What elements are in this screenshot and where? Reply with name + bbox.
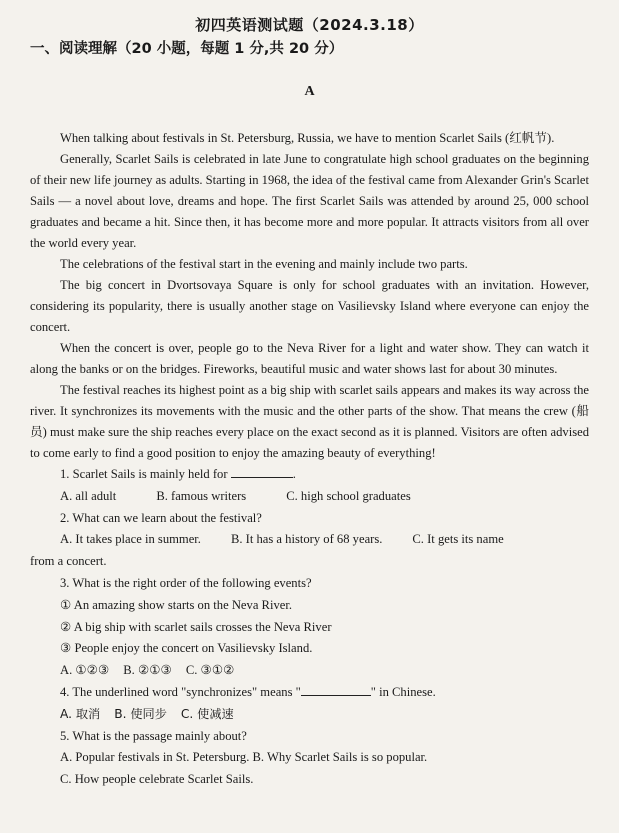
question-1-text: 1. Scarlet Sails is mainly held for [60, 467, 228, 481]
passage-paragraph-3: The celebrations of the festival start in the evening and mainly include two parts. [60, 257, 468, 271]
option-b: B. ②①③ [123, 663, 172, 678]
passage-label: A [304, 84, 315, 99]
option-c-continued: from a concert. [30, 554, 107, 569]
option-a: A. It takes place in summer. [60, 532, 201, 547]
option-a: A. ①②③ [60, 663, 110, 678]
passage-paragraph-6: The festival reaches its highest point as a big ship with scarlet sails appears and makes its way across the river. It synchronizes its movements with the music and the other parts of the show. That means the crew (船员) must make sure the ship reaches every place on the exact second as it is planned. Visitors are often advised to come early to find a good position to enjoy the amazing beauty of everything! [30, 383, 589, 460]
question-2-options [30, 529, 589, 551]
answer-blank [231, 465, 293, 478]
exam-title: 初四英语测试题（2024.3.18） [195, 16, 424, 34]
question-5-stem: 5. What is the passage mainly about? [60, 728, 247, 743]
option-b: B. 使同步 [114, 706, 167, 721]
event-2: ② A big ship with scarlet sails crosses the Neva River [60, 619, 332, 634]
option-a: A. 取消 [60, 706, 101, 721]
option-b: B. It has a history of 68 years. [230, 532, 383, 547]
passage-paragraph-2: Generally, Scarlet Sails is celebrated in late June to congratulate high school graduates on the beginning of their new life journey as adults. Starting in 1968, the idea of the festival came from Alexander Grin's Scarlet Sails — a novel about love, dreams and hope. The first Scarlet Sails was attended by around 25, 000 school graduates and became a hit. Since then, it has become more and more popular. It attracts visitors from all over the world every year. [30, 152, 589, 250]
passage-paragraph-4: The big concert in Dvortsovaya Square is only for school graduates with an invitation. However, considering its popularity, there is usually another stage on Vasilievsky Island where everyone can enjoy the concert. [30, 278, 589, 334]
option-c: C. How people celebrate Scarlet Sails. [60, 772, 254, 787]
passage-paragraph-1: When talking about festivals in St. Petersburg, Russia, we have to mention Scarlet Sails (红帆节). [60, 131, 555, 145]
option-b: B. Why Scarlet Sails is so popular. [252, 750, 428, 765]
passage-paragraph-5: When the concert is over, people go to the Neva River for a light and water show. They can watch it along the banks or on the bridges. Fireworks, beautiful music and water shows last for about 30 minutes. [30, 341, 589, 376]
answer-blank [301, 683, 371, 696]
option-c: C. It gets its name [412, 532, 504, 547]
question-3-options [30, 660, 589, 682]
section-heading: 一、阅读理解（20 小题，每题 1 分,共 20 分） [30, 41, 344, 57]
question-list [30, 464, 589, 791]
question-4-options [30, 704, 589, 726]
question-1-stem: 1. Scarlet Sails is mainly held for . [60, 467, 296, 481]
option-c: C. high school graduates [286, 488, 411, 503]
event-3: ③ People enjoy the concert on Vasilievsky Island. [60, 641, 313, 656]
question-2-stem: 2. What can we learn about the festival? [60, 510, 262, 525]
question-4-text-after: " in Chinese. [370, 684, 436, 699]
option-c: C. ③①② [185, 663, 235, 678]
option-c: C. 使减速 [180, 706, 234, 721]
question-1-options [30, 486, 589, 508]
passage [30, 128, 589, 464]
question-4-text-before: 4. The underlined word "synchronizes" means " [60, 684, 301, 699]
question-3-stem: 3. What is the right order of the following events? [60, 575, 312, 590]
option-a: A. all adult [60, 488, 117, 503]
option-a: A. Popular festivals in St. Petersburg. [60, 750, 250, 765]
question-4-stem [30, 682, 589, 704]
question-5-options-ab [30, 747, 589, 769]
event-1: ① An amazing show starts on the Neva River. [60, 597, 292, 612]
option-b: B. famous writers [156, 488, 247, 503]
